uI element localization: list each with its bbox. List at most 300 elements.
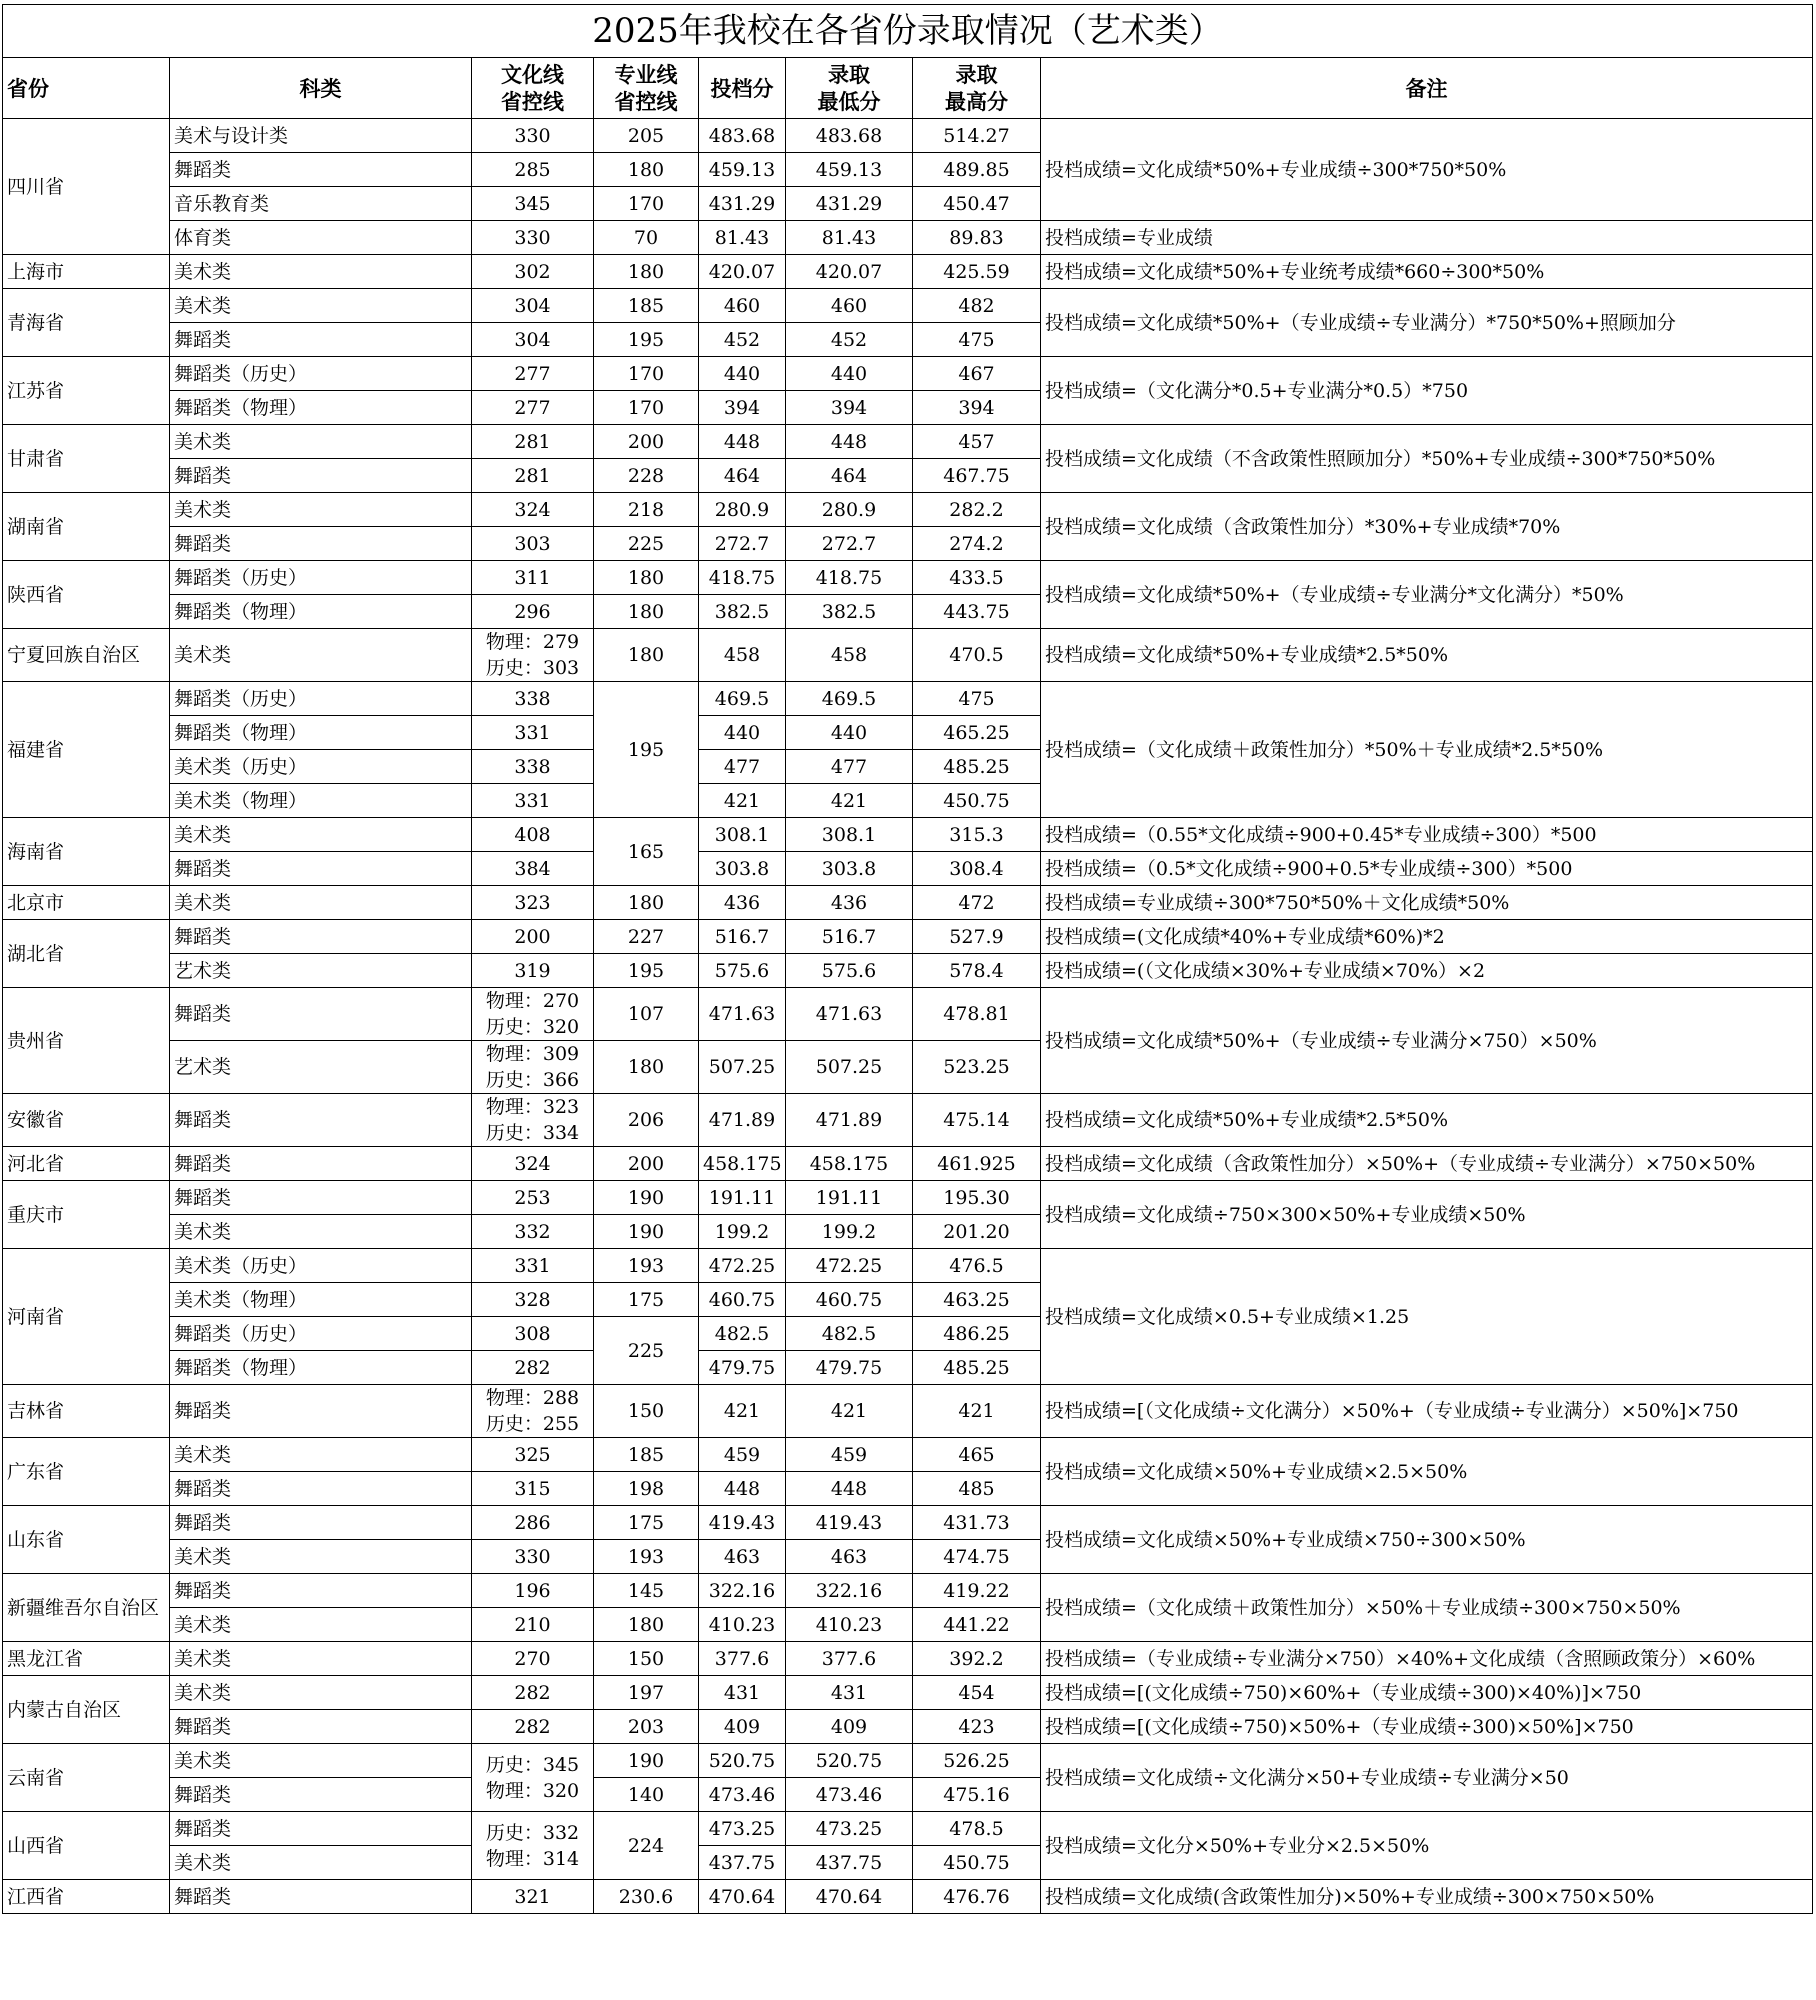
category-cell: 舞蹈类 xyxy=(170,1710,472,1744)
category-cell: 美术类（物理） xyxy=(170,1283,472,1317)
max-score-cell: 474.75 xyxy=(913,1540,1041,1574)
culture-line-cell xyxy=(472,750,594,784)
min-score-cell: 382.5 xyxy=(786,595,913,629)
max-score-cell: 485 xyxy=(913,1472,1041,1506)
score-cell: 437.75 xyxy=(699,1846,786,1880)
score-cell: 479.75 xyxy=(699,1351,786,1385)
min-score-cell: 516.7 xyxy=(786,920,913,954)
culture-line-cell xyxy=(472,1249,594,1283)
culture-line-cell xyxy=(472,153,594,187)
major-line-cell: 218 xyxy=(594,493,699,527)
table-row xyxy=(3,357,1813,391)
province-cell: 贵州省 xyxy=(3,988,170,1094)
score-cell: 472.25 xyxy=(699,1249,786,1283)
score-cell: 280.9 xyxy=(699,493,786,527)
category-cell: 美术类 xyxy=(170,818,472,852)
min-score-cell: 452 xyxy=(786,323,913,357)
max-score-cell: 431.73 xyxy=(913,1506,1041,1540)
note-cell: 投档成绩=(文化成绩*40%+专业成绩*60%)*2 xyxy=(1041,920,1813,954)
culture-line-value: 历史：320 xyxy=(485,1016,580,1038)
header-score: 投档分 xyxy=(699,58,786,119)
culture-line-cell xyxy=(472,1642,594,1676)
culture-line-value: 308 xyxy=(514,1322,551,1345)
culture-line-value: 物理：288 xyxy=(485,1387,580,1409)
table-row xyxy=(3,818,1813,852)
category-cell: 舞蹈类（物理） xyxy=(170,595,472,629)
major-line-cell: 180 xyxy=(594,1608,699,1642)
culture-line-value: 315 xyxy=(514,1477,551,1500)
score-cell: 507.25 xyxy=(699,1041,786,1094)
culture-line-value: 277 xyxy=(514,396,551,419)
min-score-cell: 394 xyxy=(786,391,913,425)
min-score-cell: 464 xyxy=(786,459,913,493)
category-cell: 艺术类 xyxy=(170,954,472,988)
min-score-cell: 409 xyxy=(786,1710,913,1744)
table-row xyxy=(3,1744,1813,1778)
province-cell: 重庆市 xyxy=(3,1181,170,1249)
province-cell: 湖北省 xyxy=(3,920,170,988)
table-row xyxy=(3,1676,1813,1710)
major-line-cell: 170 xyxy=(594,357,699,391)
score-cell: 448 xyxy=(699,1472,786,1506)
culture-line-cell xyxy=(472,1385,594,1438)
category-cell: 舞蹈类 xyxy=(170,527,472,561)
note-cell: 投档成绩=（文化成绩＋政策性加分）*50%＋专业成绩*2.5*50% xyxy=(1041,682,1813,818)
culture-line-cell xyxy=(472,629,594,682)
max-score-cell: 485.25 xyxy=(913,1351,1041,1385)
score-cell: 409 xyxy=(699,1710,786,1744)
score-cell: 482.5 xyxy=(699,1317,786,1351)
culture-line-cell xyxy=(472,391,594,425)
culture-line-value: 历史：303 xyxy=(485,657,580,679)
culture-line-value: 200 xyxy=(514,925,551,948)
category-cell: 舞蹈类（历史） xyxy=(170,561,472,595)
culture-line-value: 270 xyxy=(514,1647,551,1670)
max-score-cell: 195.30 xyxy=(913,1181,1041,1215)
max-score-cell: 443.75 xyxy=(913,595,1041,629)
min-score-cell: 479.75 xyxy=(786,1351,913,1385)
score-cell: 464 xyxy=(699,459,786,493)
header-max: 录取 最高分 xyxy=(913,58,1041,119)
major-line-cell: 224 xyxy=(594,1812,699,1880)
category-cell: 舞蹈类 xyxy=(170,459,472,493)
category-cell: 美术类 xyxy=(170,1642,472,1676)
culture-line-cell xyxy=(472,784,594,818)
category-cell: 舞蹈类 xyxy=(170,1181,472,1215)
category-cell: 舞蹈类 xyxy=(170,920,472,954)
category-cell: 美术类 xyxy=(170,1744,472,1778)
province-cell: 山东省 xyxy=(3,1506,170,1574)
province-cell: 宁夏回族自治区 xyxy=(3,629,170,682)
province-cell: 陕西省 xyxy=(3,561,170,629)
culture-line-value: 物理：309 xyxy=(485,1043,580,1065)
category-cell: 美术类 xyxy=(170,493,472,527)
culture-line-value: 281 xyxy=(514,430,551,453)
max-score-cell: 454 xyxy=(913,1676,1041,1710)
score-cell: 473.46 xyxy=(699,1778,786,1812)
table-row xyxy=(3,988,1813,1041)
min-score-cell: 410.23 xyxy=(786,1608,913,1642)
category-cell: 舞蹈类 xyxy=(170,1812,472,1846)
score-cell: 458.175 xyxy=(699,1147,786,1181)
major-line-cell: 170 xyxy=(594,187,699,221)
min-score-cell: 377.6 xyxy=(786,1642,913,1676)
score-cell: 460.75 xyxy=(699,1283,786,1317)
major-line-cell: 180 xyxy=(594,153,699,187)
category-cell: 美术类 xyxy=(170,1540,472,1574)
category-cell: 舞蹈类（物理） xyxy=(170,1351,472,1385)
culture-line-value: 302 xyxy=(514,260,551,283)
province-cell: 上海市 xyxy=(3,255,170,289)
major-line-cell: 200 xyxy=(594,1147,699,1181)
culture-line-cell xyxy=(472,818,594,852)
major-line-cell: 190 xyxy=(594,1215,699,1249)
min-score-cell: 460.75 xyxy=(786,1283,913,1317)
category-cell: 美术类 xyxy=(170,1846,472,1880)
min-score-cell: 440 xyxy=(786,357,913,391)
table-row xyxy=(3,629,1813,682)
score-cell: 382.5 xyxy=(699,595,786,629)
note-cell: 投档成绩=文化成绩（不含政策性照顾加分）*50%+专业成绩÷300*750*50% xyxy=(1041,425,1813,493)
culture-line-cell xyxy=(472,595,594,629)
min-score-cell: 199.2 xyxy=(786,1215,913,1249)
max-score-cell: 472 xyxy=(913,886,1041,920)
score-cell: 191.11 xyxy=(699,1181,786,1215)
table-body xyxy=(3,119,1813,1914)
province-cell: 湖南省 xyxy=(3,493,170,561)
culture-line-value: 324 xyxy=(514,1152,551,1175)
culture-line-value: 304 xyxy=(514,328,551,351)
max-score-cell: 308.4 xyxy=(913,852,1041,886)
max-score-cell: 419.22 xyxy=(913,1574,1041,1608)
max-score-cell: 450.47 xyxy=(913,187,1041,221)
major-line-cell: 190 xyxy=(594,1181,699,1215)
max-score-cell: 475.16 xyxy=(913,1778,1041,1812)
table-row xyxy=(3,852,1813,886)
note-cell: 投档成绩=[(文化成绩÷750)×50%+（专业成绩÷300)×50%]×750 xyxy=(1041,1710,1813,1744)
min-score-cell: 448 xyxy=(786,425,913,459)
table-row xyxy=(3,1642,1813,1676)
min-score-cell: 471.89 xyxy=(786,1094,913,1147)
score-cell: 516.7 xyxy=(699,920,786,954)
note-cell: 投档成绩=文化成绩*50%+专业成绩÷300*750*50% xyxy=(1041,119,1813,221)
major-line-cell: 150 xyxy=(594,1385,699,1438)
table-row xyxy=(3,1094,1813,1147)
category-cell: 美术类 xyxy=(170,629,472,682)
culture-line-cell xyxy=(472,289,594,323)
note-cell: 投档成绩=文化成绩*50%+（专业成绩÷专业满分×750）×50% xyxy=(1041,988,1813,1094)
category-cell: 美术类 xyxy=(170,255,472,289)
score-cell: 308.1 xyxy=(699,818,786,852)
culture-line-cell xyxy=(472,119,594,153)
min-score-cell: 448 xyxy=(786,1472,913,1506)
major-line-cell: 228 xyxy=(594,459,699,493)
score-cell: 460 xyxy=(699,289,786,323)
culture-line-cell xyxy=(472,1041,594,1094)
province-cell: 河北省 xyxy=(3,1147,170,1181)
max-score-cell: 421 xyxy=(913,1385,1041,1438)
category-cell: 舞蹈类（历史） xyxy=(170,357,472,391)
major-line-cell: 225 xyxy=(594,1317,699,1385)
note-cell: 投档成绩=（文化成绩＋政策性加分）×50%＋专业成绩÷300×750×50% xyxy=(1041,1574,1813,1642)
culture-line-value: 324 xyxy=(514,498,551,521)
min-score-cell: 483.68 xyxy=(786,119,913,153)
max-score-cell: 526.25 xyxy=(913,1744,1041,1778)
score-cell: 440 xyxy=(699,357,786,391)
max-score-cell: 475.14 xyxy=(913,1094,1041,1147)
table-row xyxy=(3,920,1813,954)
score-cell: 459.13 xyxy=(699,153,786,187)
note-cell: 投档成绩=专业成绩÷300*750*50%＋文化成绩*50% xyxy=(1041,886,1813,920)
province-cell: 海南省 xyxy=(3,818,170,886)
note-cell: 投档成绩=文化成绩*50%+专业统考成绩*660÷300*50% xyxy=(1041,255,1813,289)
score-cell: 420.07 xyxy=(699,255,786,289)
max-score-cell: 475 xyxy=(913,682,1041,716)
culture-line-value: 历史：366 xyxy=(485,1069,580,1091)
category-cell: 美术类（历史） xyxy=(170,750,472,784)
culture-line-value: 330 xyxy=(514,226,551,249)
province-cell: 山西省 xyxy=(3,1812,170,1880)
min-score-cell: 469.5 xyxy=(786,682,913,716)
max-score-cell: 476.76 xyxy=(913,1880,1041,1914)
note-cell: 投档成绩=（专业成绩÷专业满分×750）×40%+文化成绩（含照顾政策分）×60% xyxy=(1041,1642,1813,1676)
table-row xyxy=(3,1710,1813,1744)
score-cell: 520.75 xyxy=(699,1744,786,1778)
major-line-cell: 180 xyxy=(594,561,699,595)
admission-table-sheet xyxy=(2,4,1812,1914)
note-cell: 投档成绩=[(文化成绩÷750)×60%+（专业成绩÷300)×40%)]×750 xyxy=(1041,1676,1813,1710)
culture-line-cell xyxy=(472,1147,594,1181)
min-score-cell: 440 xyxy=(786,716,913,750)
culture-line-value: 303 xyxy=(514,532,551,555)
category-cell: 舞蹈类 xyxy=(170,1574,472,1608)
header-row xyxy=(3,58,1813,119)
culture-line-cell xyxy=(472,920,594,954)
culture-line-value: 282 xyxy=(514,1356,551,1379)
min-score-cell: 81.43 xyxy=(786,221,913,255)
note-cell: 投档成绩=文化成绩÷文化满分×50+专业成绩÷专业满分×50 xyxy=(1041,1744,1813,1812)
table-row xyxy=(3,1147,1813,1181)
table-row xyxy=(3,289,1813,323)
table-row xyxy=(3,1506,1813,1540)
major-line-cell: 145 xyxy=(594,1574,699,1608)
max-score-cell: 450.75 xyxy=(913,1846,1041,1880)
note-cell: 投档成绩=（0.55*文化成绩÷900+0.45*专业成绩÷300）*500 xyxy=(1041,818,1813,852)
province-cell: 江西省 xyxy=(3,1880,170,1914)
culture-line-value: 325 xyxy=(514,1443,551,1466)
culture-line-value: 历史：334 xyxy=(485,1122,580,1144)
table-row xyxy=(3,561,1813,595)
category-cell: 美术与设计类 xyxy=(170,119,472,153)
min-score-cell: 437.75 xyxy=(786,1846,913,1880)
category-cell: 舞蹈类 xyxy=(170,1094,472,1147)
province-cell: 新疆维吾尔自治区 xyxy=(3,1574,170,1642)
culture-line-value: 历史：255 xyxy=(485,1413,580,1435)
note-cell: 投档成绩=文化成绩*50%+专业成绩*2.5*50% xyxy=(1041,629,1813,682)
province-cell: 广东省 xyxy=(3,1438,170,1506)
min-score-cell: 459.13 xyxy=(786,153,913,187)
note-cell: 投档成绩=文化成绩×50%+专业成绩×2.5×50% xyxy=(1041,1438,1813,1506)
table-row xyxy=(3,1385,1813,1438)
header-culture-line: 文化线 省控线 xyxy=(472,58,594,119)
category-cell: 美术类 xyxy=(170,1215,472,1249)
table-row xyxy=(3,221,1813,255)
score-cell: 469.5 xyxy=(699,682,786,716)
culture-line-value: 319 xyxy=(514,959,551,982)
table-row xyxy=(3,1812,1813,1846)
min-score-cell: 420.07 xyxy=(786,255,913,289)
max-score-cell: 527.9 xyxy=(913,920,1041,954)
major-line-cell: 225 xyxy=(594,527,699,561)
note-cell: 投档成绩=(（文化成绩×30%+专业成绩×70%）×2 xyxy=(1041,954,1813,988)
note-cell: 投档成绩=文化成绩（含政策性加分）*30%+专业成绩*70% xyxy=(1041,493,1813,561)
score-cell: 431 xyxy=(699,1676,786,1710)
category-cell: 艺术类 xyxy=(170,1041,472,1094)
province-cell: 四川省 xyxy=(3,119,170,255)
min-score-cell: 191.11 xyxy=(786,1181,913,1215)
culture-line-value: 332 xyxy=(514,1220,551,1243)
min-score-cell: 520.75 xyxy=(786,1744,913,1778)
major-line-cell: 193 xyxy=(594,1249,699,1283)
culture-line-value: 296 xyxy=(514,600,551,623)
major-line-cell: 175 xyxy=(594,1283,699,1317)
table-row xyxy=(3,1880,1813,1914)
note-cell: 投档成绩=（0.5*文化成绩÷900+0.5*专业成绩÷300）*500 xyxy=(1041,852,1813,886)
category-cell: 舞蹈类 xyxy=(170,323,472,357)
min-score-cell: 418.75 xyxy=(786,561,913,595)
table-row xyxy=(3,1438,1813,1472)
score-cell: 421 xyxy=(699,784,786,818)
table-row xyxy=(3,1574,1813,1608)
major-line-cell: 195 xyxy=(594,954,699,988)
max-score-cell: 486.25 xyxy=(913,1317,1041,1351)
culture-line-cell xyxy=(472,682,594,716)
min-score-cell: 459 xyxy=(786,1438,913,1472)
major-line-cell: 185 xyxy=(594,289,699,323)
culture-line-cell xyxy=(472,1574,594,1608)
title-row xyxy=(3,5,1813,58)
culture-line-cell xyxy=(472,1472,594,1506)
table-row xyxy=(3,1181,1813,1215)
culture-line-value: 253 xyxy=(514,1186,551,1209)
score-cell: 471.89 xyxy=(699,1094,786,1147)
score-cell: 394 xyxy=(699,391,786,425)
major-line-cell: 203 xyxy=(594,1710,699,1744)
max-score-cell: 485.25 xyxy=(913,750,1041,784)
score-cell: 470.64 xyxy=(699,1880,786,1914)
max-score-cell: 514.27 xyxy=(913,119,1041,153)
province-cell: 北京市 xyxy=(3,886,170,920)
culture-line-value: 330 xyxy=(514,124,551,147)
major-line-cell: 180 xyxy=(594,255,699,289)
province-cell: 云南省 xyxy=(3,1744,170,1812)
note-cell: 投档成绩=文化成绩*50%+（专业成绩÷专业满分*文化满分）*50% xyxy=(1041,561,1813,629)
culture-line-value: 282 xyxy=(514,1715,551,1738)
table-row xyxy=(3,493,1813,527)
score-cell: 477 xyxy=(699,750,786,784)
min-score-cell: 460 xyxy=(786,289,913,323)
max-score-cell: 475 xyxy=(913,323,1041,357)
category-cell: 美术类 xyxy=(170,289,472,323)
culture-line-value: 285 xyxy=(514,158,551,181)
header-major-line: 专业线 省控线 xyxy=(594,58,699,119)
culture-line-cell xyxy=(472,323,594,357)
note-cell: 投档成绩=文化成绩(含政策性加分)×50%+专业成绩÷300×750×50% xyxy=(1041,1880,1813,1914)
culture-line-cell xyxy=(472,1812,594,1880)
culture-line-cell xyxy=(472,527,594,561)
province-cell: 福建省 xyxy=(3,682,170,818)
culture-line-cell xyxy=(472,1351,594,1385)
category-cell: 舞蹈类（历史） xyxy=(170,1317,472,1351)
note-cell: 投档成绩=文化成绩*50%+专业成绩*2.5*50% xyxy=(1041,1094,1813,1147)
culture-line-value: 物理：320 xyxy=(485,1779,580,1802)
note-cell: 投档成绩=文化分×50%+专业分×2.5×50% xyxy=(1041,1812,1813,1880)
score-cell: 473.25 xyxy=(699,1812,786,1846)
max-score-cell: 470.5 xyxy=(913,629,1041,682)
table-row xyxy=(3,119,1813,153)
culture-line-cell xyxy=(472,221,594,255)
culture-line-cell xyxy=(472,1283,594,1317)
min-score-cell: 458 xyxy=(786,629,913,682)
major-line-cell: 197 xyxy=(594,1676,699,1710)
culture-line-value: 408 xyxy=(514,823,551,846)
culture-line-cell xyxy=(472,459,594,493)
score-cell: 410.23 xyxy=(699,1608,786,1642)
major-line-cell: 107 xyxy=(594,988,699,1041)
table-row xyxy=(3,255,1813,289)
culture-line-cell xyxy=(472,1215,594,1249)
min-score-cell: 272.7 xyxy=(786,527,913,561)
category-cell: 音乐教育类 xyxy=(170,187,472,221)
culture-line-cell xyxy=(472,1181,594,1215)
culture-line-cell xyxy=(472,187,594,221)
score-cell: 575.6 xyxy=(699,954,786,988)
category-cell: 美术类 xyxy=(170,886,472,920)
culture-line-cell xyxy=(472,561,594,595)
score-cell: 459 xyxy=(699,1438,786,1472)
major-line-cell: 180 xyxy=(594,595,699,629)
culture-line-cell xyxy=(472,988,594,1041)
score-cell: 272.7 xyxy=(699,527,786,561)
max-score-cell: 463.25 xyxy=(913,1283,1041,1317)
culture-line-value: 物理：314 xyxy=(485,1847,580,1870)
min-score-cell: 473.25 xyxy=(786,1812,913,1846)
category-cell: 舞蹈类（物理） xyxy=(170,716,472,750)
max-score-cell: 465.25 xyxy=(913,716,1041,750)
min-score-cell: 280.9 xyxy=(786,493,913,527)
min-score-cell: 473.46 xyxy=(786,1778,913,1812)
score-cell: 463 xyxy=(699,1540,786,1574)
min-score-cell: 421 xyxy=(786,784,913,818)
max-score-cell: 461.925 xyxy=(913,1147,1041,1181)
culture-line-cell xyxy=(472,1506,594,1540)
note-cell: 投档成绩=文化成绩×50%+专业成绩×750÷300×50% xyxy=(1041,1506,1813,1574)
culture-line-value: 282 xyxy=(514,1681,551,1704)
header-min: 录取 最低分 xyxy=(786,58,913,119)
category-cell: 美术类 xyxy=(170,1608,472,1642)
province-cell: 河南省 xyxy=(3,1249,170,1385)
category-cell: 舞蹈类 xyxy=(170,1778,472,1812)
min-score-cell: 458.175 xyxy=(786,1147,913,1181)
culture-line-value: 311 xyxy=(514,566,551,589)
major-line-cell: 193 xyxy=(594,1540,699,1574)
min-score-cell: 507.25 xyxy=(786,1041,913,1094)
note-cell: 投档成绩=（文化满分*0.5+专业满分*0.5）*750 xyxy=(1041,357,1813,425)
province-cell: 安徽省 xyxy=(3,1094,170,1147)
category-cell: 舞蹈类 xyxy=(170,1385,472,1438)
score-cell: 458 xyxy=(699,629,786,682)
score-cell: 377.6 xyxy=(699,1642,786,1676)
